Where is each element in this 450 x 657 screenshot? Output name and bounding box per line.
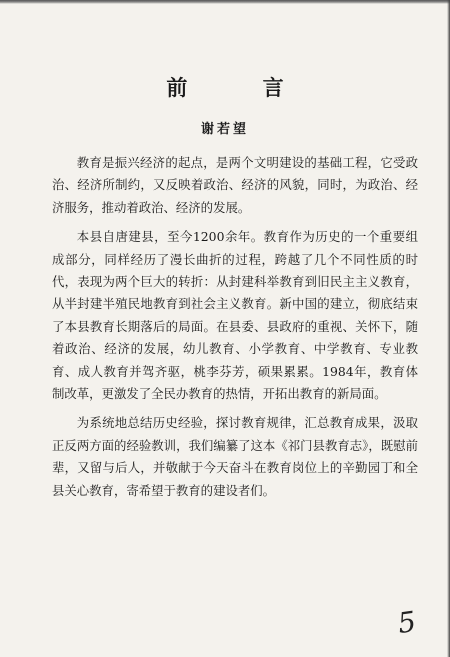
body-text xyxy=(52,152,418,509)
page-title: 前 言 xyxy=(166,75,318,100)
paragraph-1: 教育是振兴经济的起点，是两个文明建设的基础工程，它受政治、经济所制约，又反映着政治、经济的风貌，同时，为政治、经济服务，推动着政治、经济的发展。 xyxy=(52,155,418,215)
page-top-edge xyxy=(0,0,450,4)
author-name: 谢若望 xyxy=(200,122,249,137)
paragraph-2: 本县自唐建县，至今1200余年。教育作为历史的一个重要组成部分，同样经历了漫长曲折的过程，跨越了几个不同性质的时代，表现为两个巨大的转折：从封建科举教育到旧民主主义教育，从半封建半殖民地教育到社会主义教育。新中国的建立，彻底结束了本县教育长期落后的局面。在县委、县政府的重视、关怀下，随着政治、经济的发展，幼儿教育、小学教育、中学教育、专业教育、成人教育并驾齐驱，桃李芬芳，硕果累累。1984年，教育体制改革，更激发了全民办教育的热情，开拓出教育的新局面。 xyxy=(52,229,418,402)
handwritten-page-number: 5 xyxy=(395,604,419,641)
paragraph-3: 为系统地总结历史经验，探讨教育规律，汇总教育成果，汲取正反两方面的经验教训，我们编纂了这本《祁门县教育志》，既慰前辈，又留与后人，并敬献于今天奋斗在教育岗位上的辛勤园丁和全县关心教育，寄希望于教育的建设者们。 xyxy=(52,415,418,498)
